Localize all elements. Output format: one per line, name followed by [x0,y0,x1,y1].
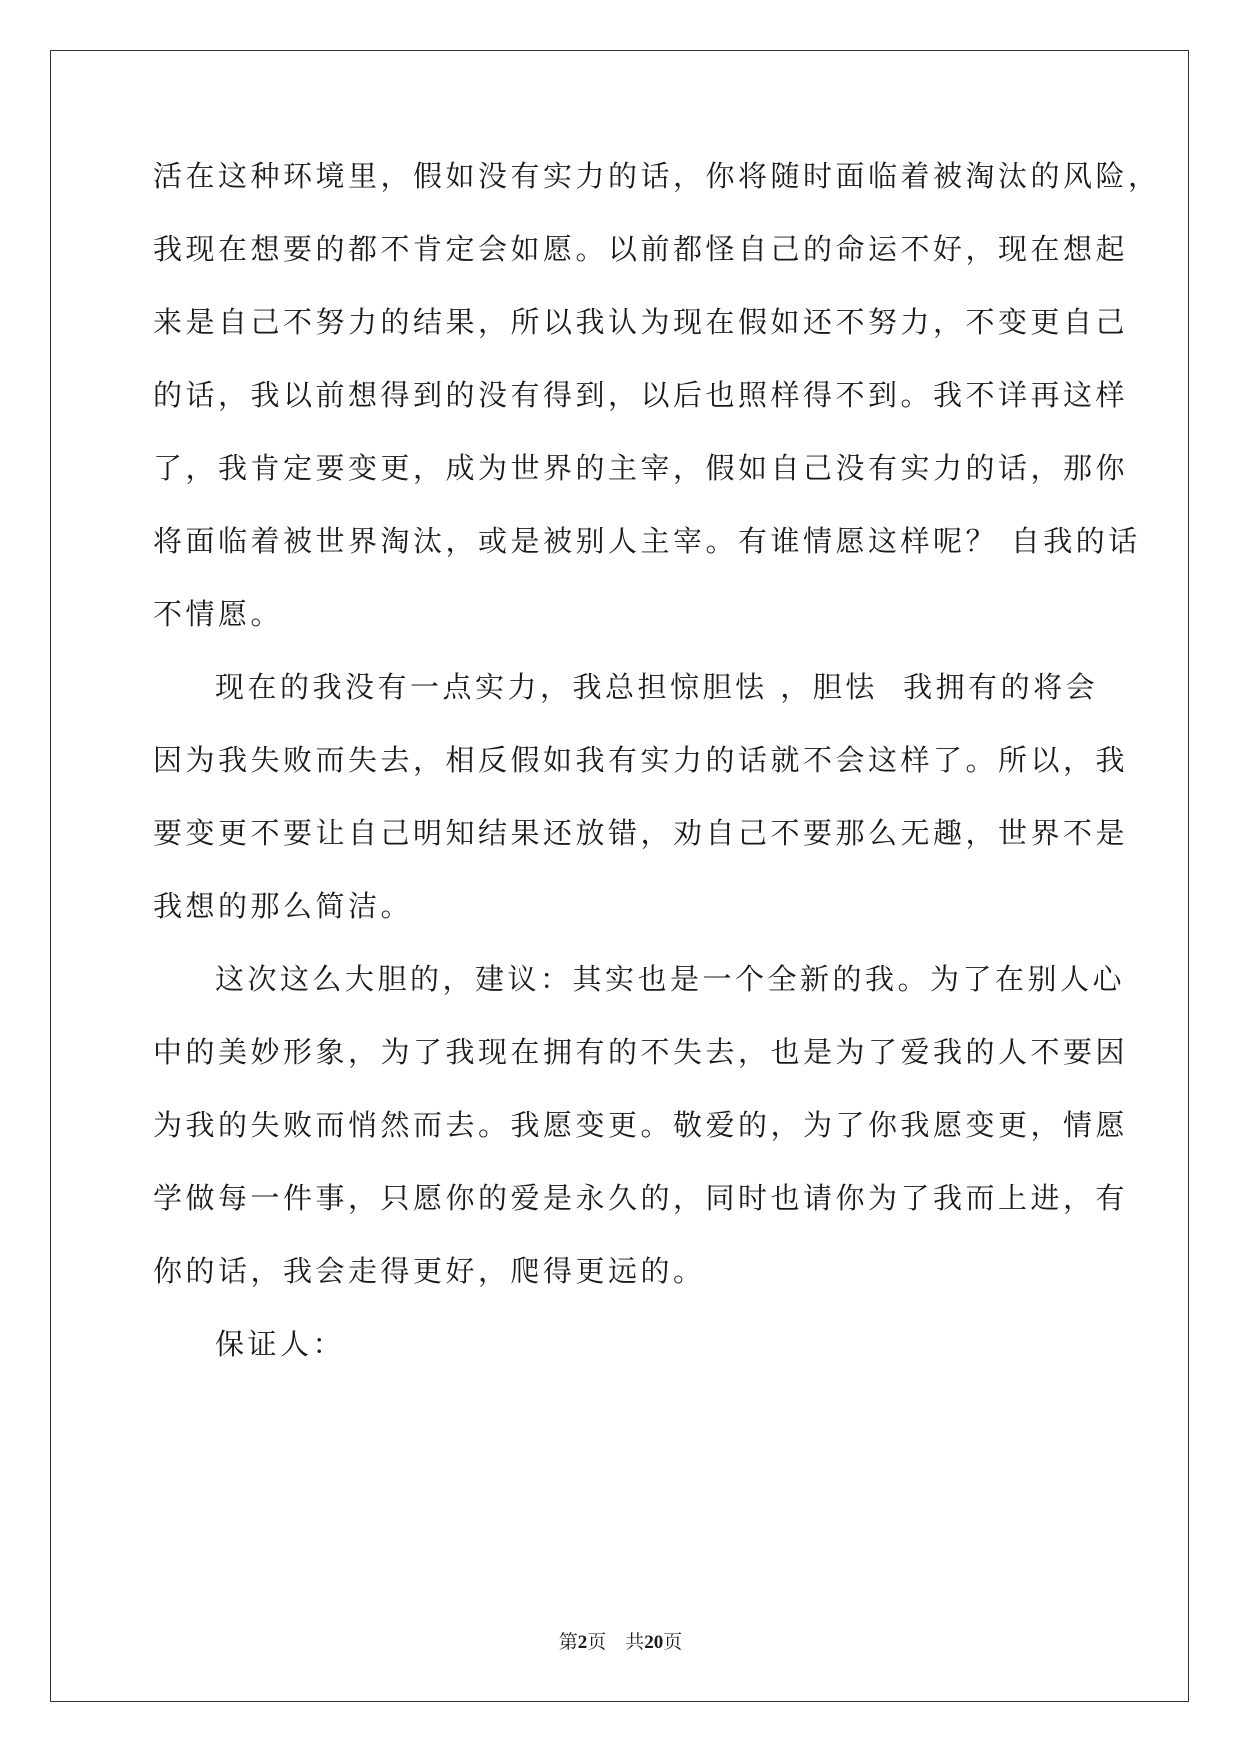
text-line: 的话，我以前想得到的没有得到，以后也照样得不到。我不详再这样 [153,378,1129,412]
text-line: 活在这种环境里，假如没有实力的话，你将随时面临着被淘汰的风险， [153,159,1161,193]
footer-suffix: 页 [663,1631,683,1653]
text-line: 了，我肯定要变更，成为世界的主宰，假如自己没有实力的话，那你 [153,451,1129,485]
page-number: 2 [577,1632,588,1653]
text-line: 我现在想要的都不肯定会如愿。以前都怪自己的命运不好，现在想起 [153,232,1129,266]
page-footer [0,1630,1241,1655]
text-line: 学做每一件事，只愿你的爱是永久的，同时也请你为了我而上进，有 [153,1181,1129,1215]
text-line: 我想的那么简洁。 [153,889,414,923]
total-pages: 20 [644,1632,664,1653]
text-line: 因为我失败而失去，相反假如我有实力的话就不会这样了。所以，我 [153,743,1129,777]
text-line: 中的美妙形象，为了我现在拥有的不失去，也是为了爱我的人不要因 [153,1035,1129,1069]
signature-label: 保证人： [215,1327,346,1361]
footer-mid: 页 共 [587,1631,645,1653]
text-line: 要变更不要让自己明知结果还放错，劝自己不要那么无趣，世界不是 [153,816,1129,850]
paragraph-first-line: 现在的我没有一点实力，我总担惊胆怯 ，胆怯 我拥有的将会 [215,670,1099,704]
text-line: 将面临着被世界淘汰，或是被别人主宰。有谁情愿这样呢？ 自我的话 [153,524,1141,558]
footer-prefix: 第 [558,1631,578,1653]
text-line: 为我的失败而悄然而去。我愿变更。敬爱的，为了你我愿变更，情愿 [153,1108,1129,1142]
text-line: 你的话，我会走得更好，爬得更远的。 [153,1254,706,1288]
text-line: 来是自己不努力的结果，所以我认为现在假如还不努力，不变更自己 [153,305,1129,339]
page-border [50,50,1189,1702]
text-line: 不情愿。 [153,597,284,631]
paragraph-first-line: 这次这么大胆的，建议：其实也是一个全新的我。为了在别人心 [215,962,1126,996]
